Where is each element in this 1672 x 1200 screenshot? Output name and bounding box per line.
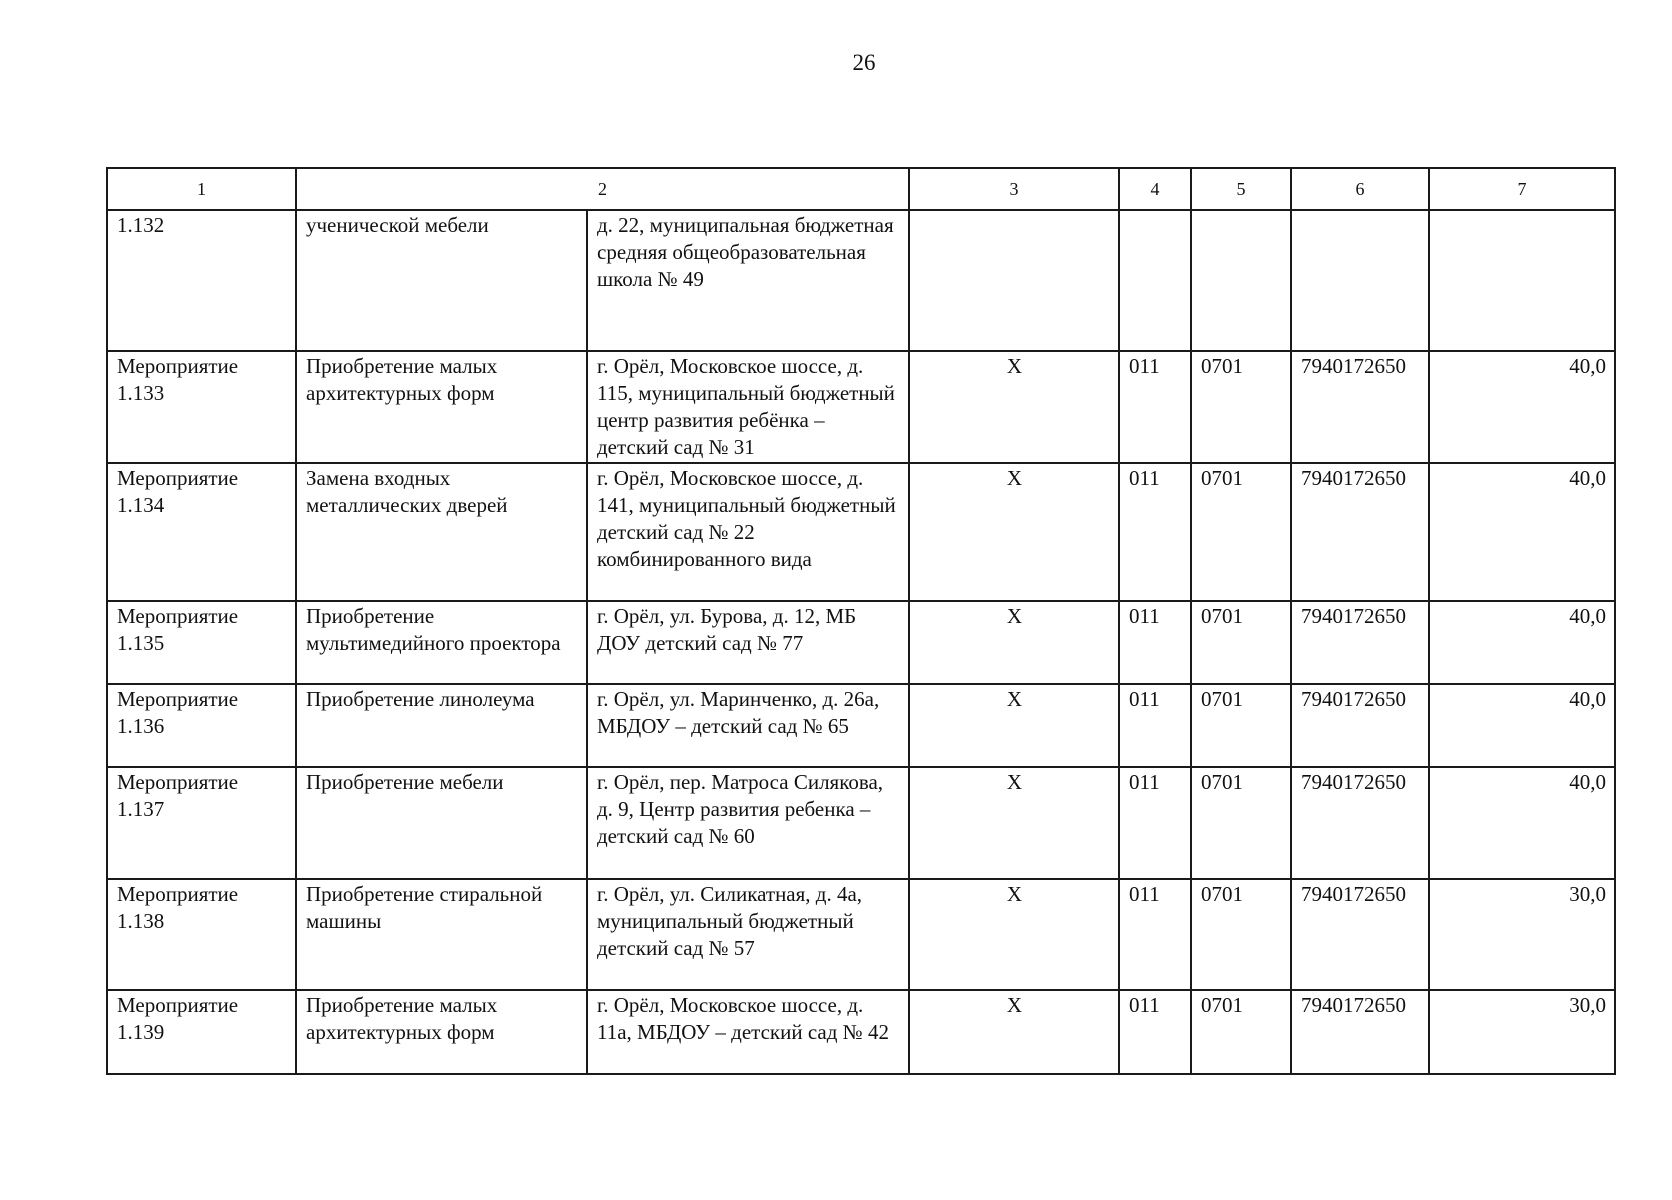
- address-cell: г. Орёл, ул. Маринченко, д. 26а, МБДОУ – детский сад № 65: [587, 684, 909, 767]
- event-cell: Мероприятие 1.137: [107, 767, 296, 879]
- address-cell: г. Орёл, Московское шоссе, д. 141, муниципальный бюджетный детский сад № 22 комбинированного вида: [587, 463, 909, 601]
- sum-cell: 30,0: [1429, 879, 1615, 990]
- sum-cell: 40,0: [1429, 684, 1615, 767]
- code-5-cell: 0701: [1191, 879, 1291, 990]
- sum-cell: 40,0: [1429, 767, 1615, 879]
- header-col-3: 3: [909, 168, 1119, 210]
- code-5-cell: 0701: [1191, 767, 1291, 879]
- table-row: [107, 684, 1615, 767]
- code-4-cell: [1119, 210, 1191, 351]
- item-cell: ученической мебели: [296, 210, 587, 351]
- code-6-cell: 7940172650: [1291, 879, 1429, 990]
- x-cell: [909, 210, 1119, 351]
- code-6-cell: [1291, 210, 1429, 351]
- event-cell: Мероприятие 1.139: [107, 990, 296, 1074]
- code-4-cell: 011: [1119, 879, 1191, 990]
- sum-cell: 30,0: [1429, 990, 1615, 1074]
- x-cell: Х: [909, 351, 1119, 463]
- x-cell: Х: [909, 879, 1119, 990]
- item-cell: Замена входных металлических дверей: [296, 463, 587, 601]
- x-cell: Х: [909, 463, 1119, 601]
- code-5-cell: 0701: [1191, 463, 1291, 601]
- code-5-cell: 0701: [1191, 351, 1291, 463]
- item-cell: Приобретение мебели: [296, 767, 587, 879]
- code-5-cell: 0701: [1191, 601, 1291, 684]
- event-cell: 1.132: [107, 210, 296, 351]
- header-col-6: 6: [1291, 168, 1429, 210]
- item-cell: Приобретение мультимедийного проектора: [296, 601, 587, 684]
- code-4-cell: 011: [1119, 351, 1191, 463]
- code-6-cell: 7940172650: [1291, 767, 1429, 879]
- budget-table: [106, 167, 1616, 1075]
- table-row: [107, 210, 1615, 351]
- item-cell: Приобретение малых архитектурных форм: [296, 990, 587, 1074]
- header-col-7: 7: [1429, 168, 1615, 210]
- item-cell: Приобретение линолеума: [296, 684, 587, 767]
- table-row: [107, 601, 1615, 684]
- sum-cell: 40,0: [1429, 463, 1615, 601]
- table-row: [107, 351, 1615, 463]
- table-row: [107, 990, 1615, 1074]
- table-row: [107, 767, 1615, 879]
- event-cell: Мероприятие 1.136: [107, 684, 296, 767]
- code-6-cell: 7940172650: [1291, 990, 1429, 1074]
- code-4-cell: 011: [1119, 684, 1191, 767]
- address-cell: г. Орёл, ул. Силикатная, д. 4а, муниципальный бюджетный детский сад № 57: [587, 879, 909, 990]
- event-cell: Мероприятие 1.135: [107, 601, 296, 684]
- event-cell: Мероприятие 1.138: [107, 879, 296, 990]
- code-6-cell: 7940172650: [1291, 463, 1429, 601]
- table-row: [107, 879, 1615, 990]
- item-cell: Приобретение малых архитектурных форм: [296, 351, 587, 463]
- header-col-1: 1: [107, 168, 296, 210]
- sum-cell: 40,0: [1429, 351, 1615, 463]
- sum-cell: 40,0: [1429, 601, 1615, 684]
- header-row: [107, 168, 1615, 210]
- x-cell: Х: [909, 601, 1119, 684]
- address-cell: г. Орёл, Московское шоссе, д. 115, муниципальный бюджетный центр развития ребёнка – детский сад № 31: [587, 351, 909, 463]
- code-5-cell: [1191, 210, 1291, 351]
- address-cell: г. Орёл, пер. Матроса Силякова, д. 9, Центр развития ребенка – детский сад № 60: [587, 767, 909, 879]
- x-cell: Х: [909, 684, 1119, 767]
- header-col-2: 2: [296, 168, 909, 210]
- event-cell: Мероприятие 1.134: [107, 463, 296, 601]
- address-cell: г. Орёл, Московское шоссе, д. 11а, МБДОУ – детский сад № 42: [587, 990, 909, 1074]
- code-6-cell: 7940172650: [1291, 684, 1429, 767]
- code-6-cell: 7940172650: [1291, 351, 1429, 463]
- code-5-cell: 0701: [1191, 990, 1291, 1074]
- code-5-cell: 0701: [1191, 684, 1291, 767]
- address-cell: г. Орёл, ул. Бурова, д. 12, МБ ДОУ детский сад № 77: [587, 601, 909, 684]
- event-cell: Мероприятие 1.133: [107, 351, 296, 463]
- code-6-cell: 7940172650: [1291, 601, 1429, 684]
- code-4-cell: 011: [1119, 767, 1191, 879]
- header-col-5: 5: [1191, 168, 1291, 210]
- x-cell: Х: [909, 990, 1119, 1074]
- code-4-cell: 011: [1119, 463, 1191, 601]
- item-cell: Приобретение стиральной машины: [296, 879, 587, 990]
- x-cell: Х: [909, 767, 1119, 879]
- address-cell: д. 22, муниципальная бюджетная средняя общеобразовательная школа № 49: [587, 210, 909, 351]
- header-col-4: 4: [1119, 168, 1191, 210]
- sum-cell: [1429, 210, 1615, 351]
- code-4-cell: 011: [1119, 601, 1191, 684]
- code-4-cell: 011: [1119, 990, 1191, 1074]
- page-number: 26: [852, 50, 876, 75]
- table-row: [107, 463, 1615, 601]
